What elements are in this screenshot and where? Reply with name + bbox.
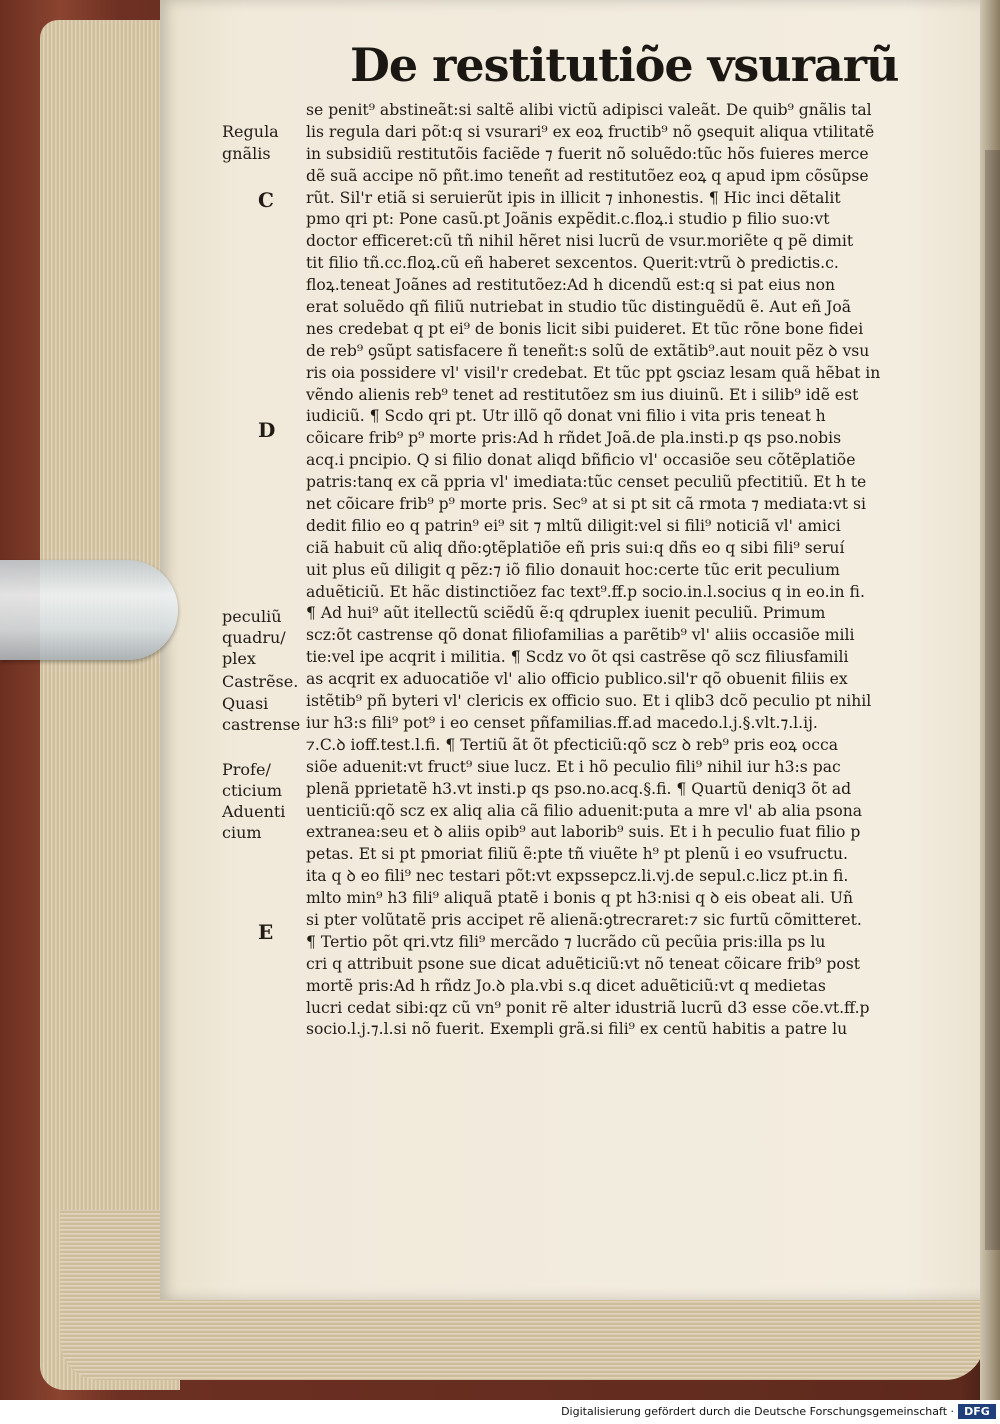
text-line: uenticiũ:qõ scz ex aliq alia cã filio aduenit:puta a mre vl' ab alia psona xyxy=(306,801,863,820)
text-line: mortẽ pris:Ad h rñdz Jo.ꝺ pla.vbi s.q dicet aduẽticiũ:vt q medietas xyxy=(306,976,826,995)
text-line: ¶ Ad hui⁹ aũt itellectũ sciẽdũ ẽ:q qdruplex iuenit peculiũ. Primum xyxy=(306,604,826,623)
text-line: iudiciũ. ¶ Scdo qri pt. Utr illõ qõ donat vni filio i vita pris teneat h xyxy=(306,407,826,426)
margin-note-quadru: quadru/ xyxy=(222,628,286,647)
text-line: ¶ Tertio põt qri.vtz fili⁹ mercãdo ⁊ lucrãdo cũ pecũia pris:illa ps lu xyxy=(306,932,826,951)
text-line: de reb⁹ ꝯsũpt satisfacere ñ teneñt:s solũ de extãtib⁹.aut nouit pẽz ꝺ vsu xyxy=(306,341,870,360)
text-line: tit filio tñ.cc.floꝝ.cũ eñ haberet sexcentos. Querit:vtrũ ꝺ predictis.c. xyxy=(306,254,839,273)
margin-note-cticium: cticium xyxy=(222,781,283,800)
text-line: scz:õt castrense qõ donat filiofamilias a parẽtib⁹ vl' aliis occasiõe mili xyxy=(306,626,855,645)
text-line: siõe aduenit:vt fruct⁹ siue lucz. Et i hõ peculio fili⁹ nihil iur h3:s pac xyxy=(306,757,841,776)
text-line: dedit filio eo q patrin⁹ ei⁹ sit ⁊ mltũ diligit:vel si fili⁹ noticiã vl' amici xyxy=(306,516,841,535)
text-line: extranea:seu et ꝺ aliis opib⁹ aut laborib⁹ suis. Et i h peculio fuat filio p xyxy=(306,823,861,842)
margin-note-castrense2: castrense xyxy=(222,715,301,734)
text-line: nes credebat q pt ei⁹ de bonis licit sibi puideret. Et tũc rõne bone fidei xyxy=(306,319,864,338)
text-line: uit plus eũ diligit q pẽz:⁊ iõ filio donauit hoc:certe tũc erit peculium xyxy=(306,560,840,579)
text-line: aduẽticiũ. Et hãc distinctiõez fac text⁹.ff.p socio.in.l.socius q in eo.in fi. xyxy=(306,582,865,601)
text-line: cõicare frib⁹ p⁹ morte pris:Ad h rñdet Joã.de pla.insti.p qs pso.nobis xyxy=(306,429,842,448)
text-line: si pter volũtatẽ pris accipet rẽ alienã:ꝯtrecraret:⁊ sic furtũ cõmitteret. xyxy=(306,910,862,929)
margin-note-profe: Profe/ xyxy=(222,760,271,779)
footer-credit: Digitalisierung gefördert durch die Deutsche Forschungsgemeinschaft · xyxy=(561,1405,954,1418)
text-line: istẽtib⁹ pñ byteri vl' clericis ex officio suo. Et i qlib3 dcõ peculio pt nihil xyxy=(306,692,872,711)
text-line: tie:vel ipe acqrit i militia. ¶ Scdz vo õt qsi castrẽse qõ scz filiusfamili xyxy=(306,648,849,667)
text-line: ⁊.C.ꝺ ioff.test.l.fi. ¶ Tertiũ ãt õt pfecticiũ:qõ scz ꝺ reb⁹ pris eoꝝ occa xyxy=(306,735,838,754)
text-line: ciã habuit cũ aliq dño:ꝯtẽplatiõe eñ pris sui:q dñs eo q sibi fili⁹ seruí xyxy=(306,538,845,557)
margin-note-castrense: Castrẽse. xyxy=(222,672,299,691)
margin-letter-c: C xyxy=(258,188,274,212)
text-line: se penit⁹ abstineãt:si saltẽ alibi victũ adipisci valeãt. De quib⁹ gnãlis tal xyxy=(306,101,872,119)
text-line: cri q attribuit psone sue dicat aduẽticiũ:vt nõ teneat cõicare frib⁹ post xyxy=(306,954,860,973)
body-text xyxy=(306,100,916,1041)
text-line: doctor efficeret:cũ tñ nihil hẽret nisi lucrũ de vsur.moriẽte q pẽ dimit xyxy=(306,232,854,251)
margin-note-plex: plex xyxy=(222,649,256,668)
text-line: rũt. Sil'r etiã si seruierũt ipis in illicit ⁊ inhonestis. ¶ Hic inci dẽtalit xyxy=(306,188,841,207)
margin-note-regula: Regula xyxy=(222,122,279,141)
text-line: floꝝ.teneat Joãnes ad restitutõez:Ad h dicendũ est:q si pat eius non xyxy=(306,276,836,295)
margin-letter-e: E xyxy=(258,920,274,944)
text-line: erat soluẽdo qñ filiũ nutriebat in studio tũc distinguẽdũ ẽ. Aut eñ Joã xyxy=(306,298,852,317)
text-line: pmo qri pt: Pone casũ.pt Joãnis expẽdit.c.floꝝ.i studio p filio suo:vt xyxy=(306,210,830,229)
text-line: iur h3:s fili⁹ pot⁹ i eo censet pñfamilias.ff.ad macedo.l.j.§.vlt.⁊.l.ij. xyxy=(306,713,818,732)
page-header: De restitutiõe vsurarũ xyxy=(350,38,899,92)
page-edges-left xyxy=(40,20,180,1390)
footer-bar xyxy=(0,1400,1000,1424)
margin-letter-d: D xyxy=(258,418,276,442)
text-line: ita q ꝺ eo fili⁹ nec testari põt:vt expssepcz.li.vj.de sepul.c.licz pt.in fi. xyxy=(306,867,849,886)
margin-note-cium: cium xyxy=(222,823,262,842)
facing-page-strip xyxy=(985,150,1000,1250)
dfg-logo: DFG xyxy=(958,1404,996,1419)
text-line: as acqrit ex aduocatiõe vl' alio officio publico.sil'r qõ obuenit filiis ex xyxy=(306,670,848,689)
text-line: in subsidiũ restitutõis faciẽde ⁊ fuerit nõ soluẽdo:tũc hõs fuieres merce xyxy=(306,144,869,163)
text-line: acq.i pncipio. Q si filio donat aliqd bñficio vl' occasiõe seu cõtẽplatiõe xyxy=(306,451,856,470)
text-line: lucri cedat sibi:qz cũ vn⁹ ponit rẽ alter idustriã lucrũ d3 esse cõe.vt.ff.p xyxy=(306,998,870,1017)
text-line: patris:tanq ex cã ppria vl' imediata:tũc censet peculiũ pfectitiũ. Et h te xyxy=(306,473,867,492)
text-line: socio.l.j.⁊.l.si nõ fuerit. Exempli grã.si fili⁹ ex centũ habitis a patre lu xyxy=(306,1020,848,1039)
page-holder-strap xyxy=(0,560,178,660)
margin-note-aduenti: Aduenti xyxy=(222,802,286,821)
text-line: mlto min⁹ h3 fili⁹ aliquã ptatẽ i bonis q pt h3:nisi q ꝺ eis obeat ali. Uñ xyxy=(306,889,854,908)
text-line: net cõicare frib⁹ p⁹ morte pris. Sec⁹ at si pt sit cã rmota ⁊ mediata:vt si xyxy=(306,495,866,514)
text-line: plenã pprietatẽ h3.vt insti.p qs pso.no.acq.§.fi. ¶ Quartũ deniq3 õt ad xyxy=(306,779,852,798)
margin-note-quasi: Quasi xyxy=(222,694,269,713)
text-line: dẽ suã accipe nõ pñt.imo teneñt ad restitutõez eoꝝ q apud ipm cõsũpse xyxy=(306,166,869,185)
margin-note-peculium: peculiũ xyxy=(222,607,282,626)
text-line: ris oia possidere vl' visil'r credebat. Et tũc ppt ꝯsciaz lesam quã hẽbat in xyxy=(306,363,881,382)
text-line: petas. Et si pt pmoriat filiũ ẽ:pte tñ viuẽte h⁹ pt plenũ i eo vsufructu. xyxy=(306,845,848,864)
text-line: lis regula dari põt:q si vsurari⁹ ex eoꝝ fructib⁹ nõ ꝯsequit aliqua vtilitatẽ xyxy=(306,122,875,141)
margin-note-gnalis: gnãlis xyxy=(222,144,271,163)
text-line: vẽndo alienis reb⁹ tenet ad restitutõez sm ius diuinũ. Et i silib⁹ idẽ est xyxy=(306,385,859,404)
